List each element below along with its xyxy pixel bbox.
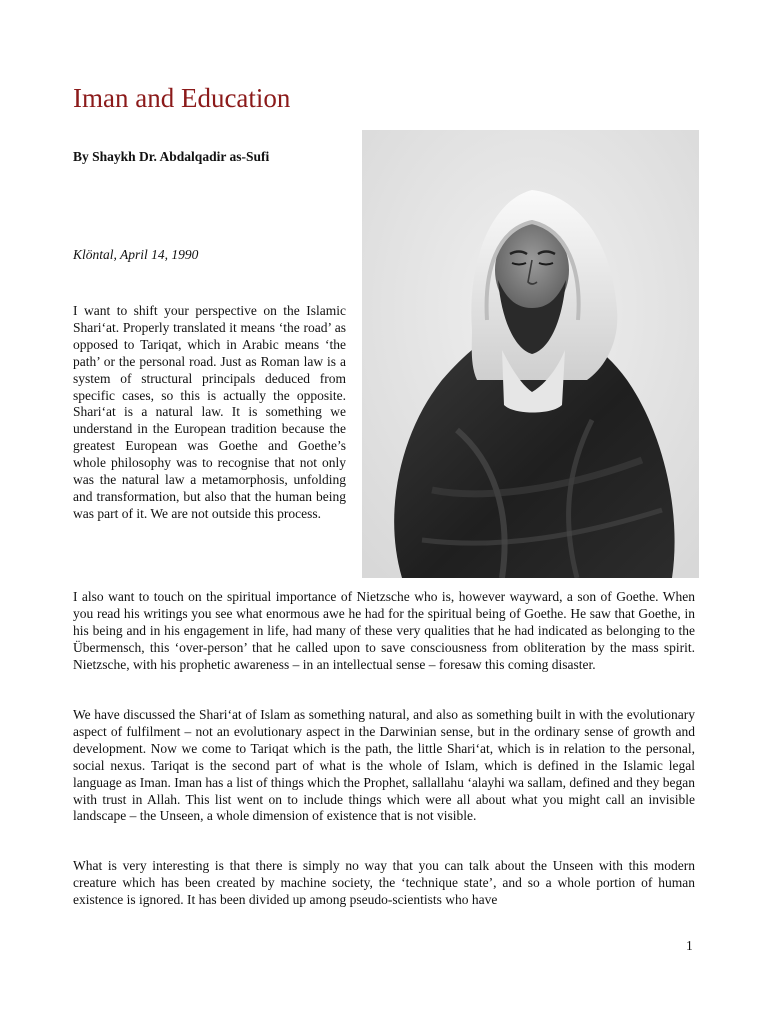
portrait-photo xyxy=(362,130,699,578)
paragraph-2: I also want to touch on the spiritual importance of Nietzsche who is, however wayward, a son of Goethe. When you read his writings you see what enormous awe he had for the spiritual being of Goethe. He saw that Goethe, in his being and in his engagement in life, had many of these very qualities that he had indicated as belonging to the Übermensch, this ‘over-person’ that he called upon to save consciousness from obliteration by the mass spirit. Nietzsche, with his prophetic awareness – in an intellectual sense – foresaw this coming disaster. xyxy=(73,589,695,672)
document-title: Iman and Education xyxy=(73,83,291,113)
paragraph-1: I want to shift your perspective on the Islamic Shari‘at. Properly translated it means ‘the road’ as opposed to Tariqat, which in Arabic means ‘the path’ or the personal road. Just as Roman law is a system of structural principals deduced from specific cases, so this is actually the opposite. Shari‘at is a natural law. It is something we understand in the European tradition because the greatest European was Goethe and Goethe’s whole philosophy was to recognise that not only was the natural law a metamorphosis, unfolding and transformation, but also that the human being was part of it. We are not outside this process. xyxy=(73,303,346,521)
dateline: Klöntal, April 14, 1990 xyxy=(73,247,199,262)
page-number: 1 xyxy=(686,938,693,953)
paragraph-3: We have discussed the Shari‘at of Islam as something natural, and also as something built in with the evolutionary aspect of fulfilment – not an evolutionary aspect in the Darwinian sense, but in the ordinary sense of growth and development. Now we come to Tariqat which is the path, the little Shari‘at, which is in relation to the personal, social nexus. Tariqat is the second part of what is the whole of Islam, which is defined in the Islamic legal language as Iman. Iman has a list of things which the Prophet, sallallahu ‘alayhi wa sallam, defined and they began with trust in Allah. This list went on to include things which were all about what you might call an invisible landscape – the Unseen, a whole dimension of existence that is not visible. xyxy=(73,707,695,824)
author-line: By Shaykh Dr. Abdalqadir as-Sufi xyxy=(73,149,270,164)
paragraph-4: What is very interesting is that there is simply no way that you can talk about the Unseen with this modern creature which has been created by machine society, the ‘technique state’, and so a whole portion of human existence is ignored. It has been divided up among pseudo-scientists who have xyxy=(73,858,695,907)
